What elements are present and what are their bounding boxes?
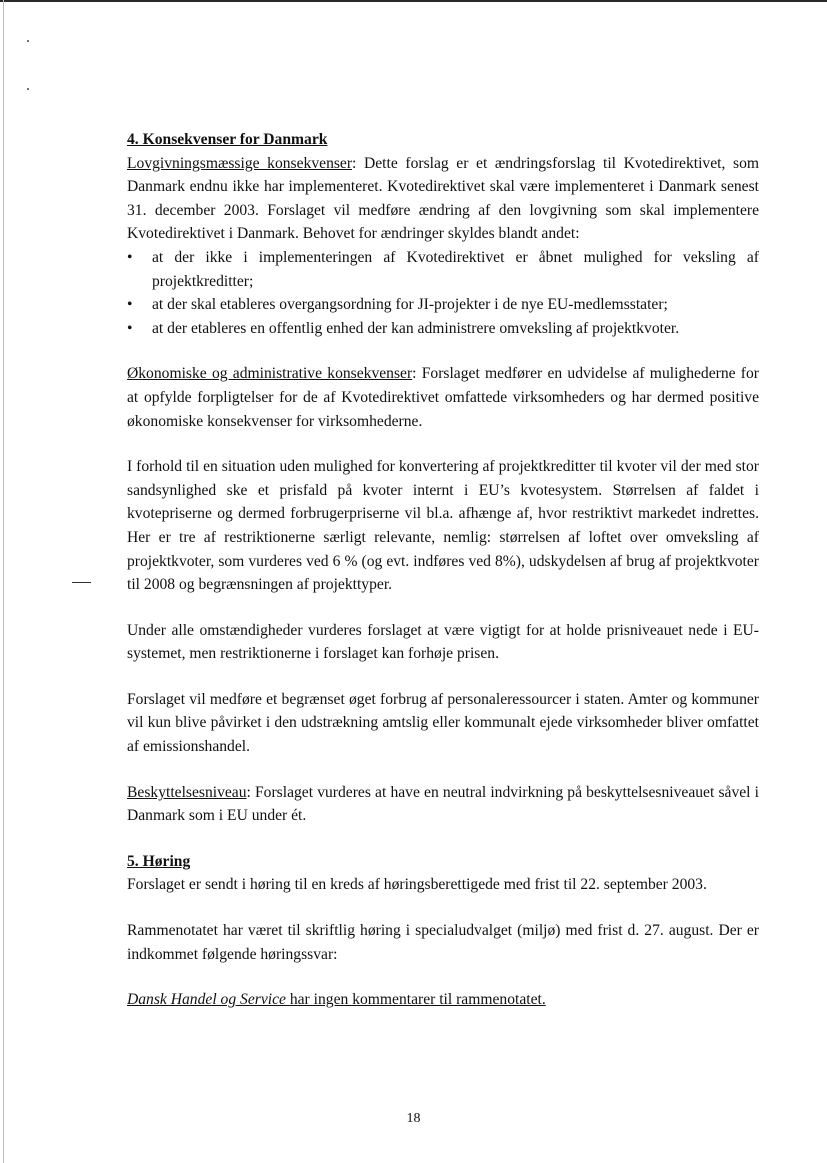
document-body xyxy=(127,128,759,1012)
hearing-paragraph: Forslaget er sendt i høring til en kreds af høringsberettigede med frist til 22. september 2003. xyxy=(127,876,707,894)
respondent-reply: har ingen kommentarer til rammenotatet. xyxy=(285,991,546,1009)
section-4-heading: 4. Konsekvenser for Danmark xyxy=(127,131,328,148)
economic-consequences-text: : Forslaget medfører en udvidelse af mulighederne for at opfylde forpligtelser for de af Kvotedirektivet omfattede virksomheders og har dermed positive økonomiske konsekvenser for virksomhederne. xyxy=(127,365,759,430)
price-level-paragraph: Under alle omstændigheder vurderes forslaget at være vigtigt for at holde prisniveauet nede i EU-systemet, men restriktionerne i forslaget kan forhøje prisen. xyxy=(127,621,759,663)
section-5-heading: 5. Høring xyxy=(127,852,191,870)
scan-left-edge xyxy=(3,0,4,1163)
list-item: • at der skal etableres overgangsordning for JI-projekter i de nye EU-medlemsstater; xyxy=(127,293,759,317)
economic-consequences-paragraph xyxy=(127,362,759,433)
staff-resources-paragraph: Forslaget vil medføre et begrænset øget forbrug af personaleressourcer i staten. Amter og kommuner vil kun blive påvirket i den udstrækning amtslig eller kommunalt ejede virksomheder bliver omfattet af emissionshandel. xyxy=(127,690,759,756)
price-situation-paragraph: I forhold til en situation uden mulighed for konvertering af projektkreditter til kvoter vil der med stor sandsynlighed ske et prisfald på kvoter internt i EU’s kvotesystem. Størrelsen af faldet i kvotepriserne og dermed forbrugerpriserne vil bl.a. afhænge af, hvor restriktivt markedet indrettes. Her er tre af restriktionerne særligt relevante, nemlig: størrelsen af loftet over omveksling af projektkvoter, som vurderes ved 6 % (og evt. indføres ved 8%), udskydelsen af brug af projektkvoter til 2008 og begrænsningen af projekttyper. xyxy=(127,458,759,594)
change-reasons-list xyxy=(127,246,759,340)
respondent-name: Dansk Handel og Service xyxy=(127,991,286,1009)
scan-speck xyxy=(27,88,29,90)
scan-speck xyxy=(27,40,29,42)
legal-consequences-label: Lovgivningsmæssige konsekvenser xyxy=(127,154,353,172)
protection-level-paragraph xyxy=(127,781,759,828)
margin-mark xyxy=(72,582,91,583)
list-item: • at der ikke i implementeringen af Kvotedirektivet er åbnet mulighed for veksling af projektkreditter; xyxy=(127,246,759,293)
list-item: • at der etableres en offentlig enhed der kan administrere omveksling af projektkvoter. xyxy=(127,317,759,341)
page-number: 18 xyxy=(406,1111,421,1126)
legal-consequences-paragraph xyxy=(127,152,759,246)
protection-level-text: : Forslaget vurderes at have en neutral indvirkning på beskyttelsesniveauet såvel i Danmark som i EU under ét. xyxy=(127,783,759,825)
economic-consequences-label: Økonomiske og administrative konsekvenser xyxy=(127,365,413,383)
hearing-response-paragraph xyxy=(127,988,759,1012)
protection-level-label: Beskyttelsesniveau xyxy=(127,783,247,801)
rammenotat-paragraph: Rammenotatet har været til skriftlig høring i specialudvalget (miljø) med frist d. 27. august. Der er indkommet følgende høringssvar: xyxy=(127,922,759,963)
scan-top-edge xyxy=(0,0,827,2)
legal-consequences-text: : Dette forslag er et ændringsforslag til Kvotedirektivet, som Danmark endnu ikke har implementeret. Kvotedirektivet skal være implementeret i Danmark senest 31. december 2003. Forslaget vil medføre ændring af den lovgivning som skal implementere Kvotedirektivet i Danmark. Behovet for ændringer skyldes blandt andet: xyxy=(127,154,759,243)
